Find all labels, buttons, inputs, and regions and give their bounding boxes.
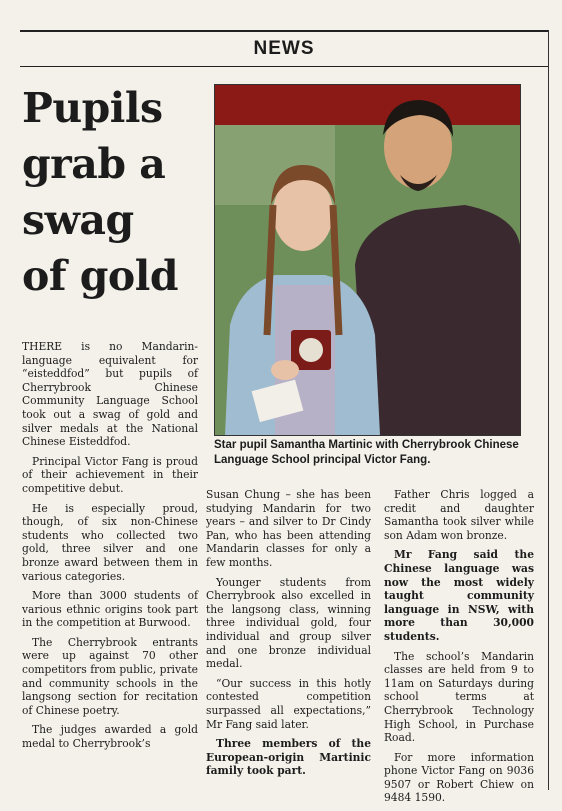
photo-caption: Star pupil Samantha Martinic with Cherrybrook Chinese Language School principal Victor Fang. xyxy=(214,439,519,466)
paragraph: He is especially proud, though, of six non-Chinese students who collected two gold, three silver and one bronze award between them in various categories. xyxy=(22,501,198,583)
red-banner xyxy=(215,85,520,125)
headline-line-3: swag xyxy=(22,196,134,244)
headline-line-1: Pupils xyxy=(22,84,163,132)
paragraph: Mr Fang said the Chinese language was now the most widely taught community language in NSW, with more than 30,000 students. xyxy=(384,548,534,643)
paragraph: THERE is no Mandarin-language equivalent for “eisteddfod” but pupils of Cherrybrook Chinese Community Language School took out a swag of gold and silver medals at the National Chinese Eisteddfod. xyxy=(22,340,198,449)
headline-line-2: grab a xyxy=(22,140,166,188)
paragraph: Susan Chung – she has been studying Mandarin for two years – and silver to Dr Cindy Pan, who has been attending Mandarin classes for only a few months. xyxy=(206,488,371,569)
column-rule xyxy=(548,30,549,790)
photo-illustration xyxy=(215,85,520,435)
article-column-3 xyxy=(384,488,534,811)
paragraph: The judges awarded a gold medal to Cherrybrook’s xyxy=(22,723,198,751)
paragraph: Younger students from Cherrybrook also excelled in the langsong class, winning three individual gold, four individual and group silver and one bronze individual medal. xyxy=(206,575,371,671)
paragraph: The school’s Mandarin classes are held from 9 to 11am on Saturdays during school terms at Cherrybrook Technology High School, in Purchase Road. xyxy=(384,649,534,745)
article-column-1 xyxy=(22,340,198,757)
paragraph: Father Chris logged a credit and daughter Samantha took silver while son Adam won bronze. xyxy=(384,488,534,542)
paragraph: Three members of the European-origin Martinic family took part. xyxy=(206,737,371,778)
section-label: NEWS xyxy=(253,38,315,59)
headline-line-4: of gold xyxy=(22,252,179,300)
section-header xyxy=(20,30,548,67)
paragraph: Principal Victor Fang is proud of their achievement in their competitive debut. xyxy=(22,454,198,495)
medal xyxy=(299,338,323,362)
paragraph: “Our success in this hotly contested competition surpassed all expectations,” Mr Fang said later. xyxy=(206,676,371,731)
news-photo xyxy=(214,84,521,436)
man-sweater xyxy=(355,205,520,435)
paragraph: The Cherrybrook entrants were up against 70 other competitors from public, private and community schools in the langsong section for recitation of Chinese poetry. xyxy=(22,635,198,717)
article-column-2 xyxy=(206,488,371,784)
headline xyxy=(22,80,202,304)
paragraph: More than 3000 students of various ethnic origins took part in the competition at Burwood. xyxy=(22,589,198,630)
girl-hand xyxy=(271,360,299,380)
paragraph: For more information phone Victor Fang on 9036 9507 or Robert Chiew on 9484 1590. xyxy=(384,750,534,805)
